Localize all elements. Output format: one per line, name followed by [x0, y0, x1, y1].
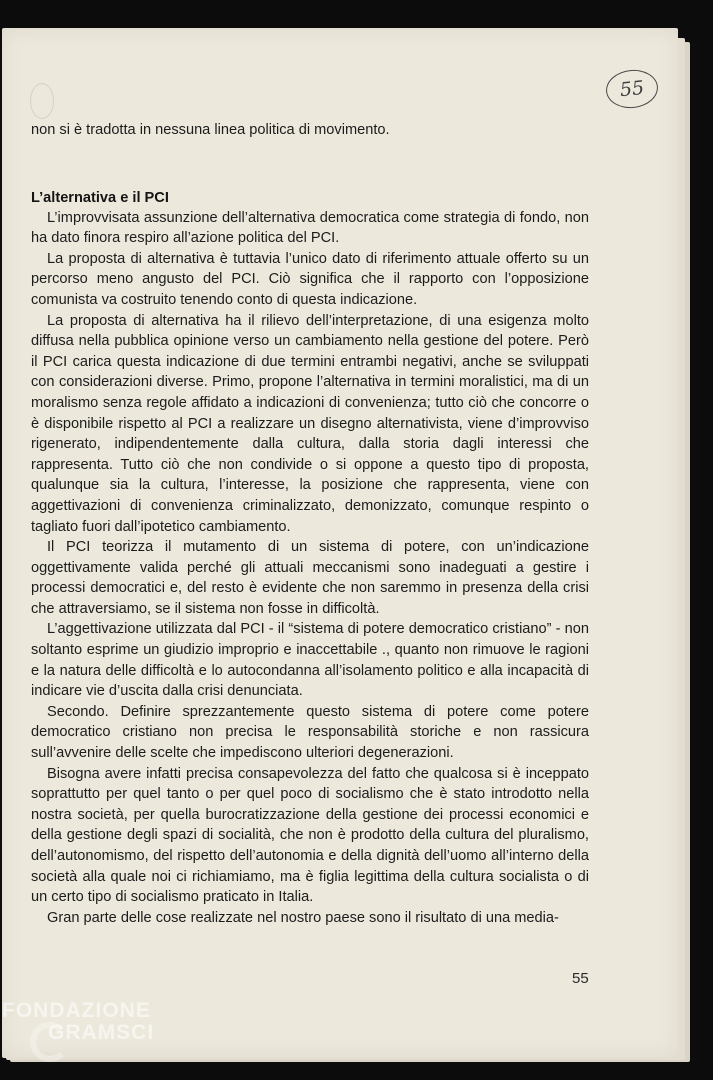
paragraph: L’improvvisata assunzione dell’alternativa democratica come strategia di fondo, non ha dato finora respiro all’azione politica del PCI. [31, 209, 589, 247]
opening-line: non si è tradotta in nessuna linea politica di movimento. [31, 122, 390, 138]
paragraph: La proposta di alternativa ha il rilievo dell’interpretazione, di una esigenza molto diffusa nella pubblica opinione verso un cambiamento nella gestione del potere. Però il PCI carica questa indicazione di due termini entrambi negativi, anche se sviluppati con considerazioni diverse. Primo, propone l’alternativa in termini moralistici, ma di un moralismo senza regole affidato a indicazioni di convenienza; tutto ciò che concorre o è disponibile rispetto al PCI a realizzare un disegno alternativista, viene d’improvviso rigenerato, indipendentemente dalla cultura, dalla storia dagli interessi che rappresenta. Tutto ciò che non condivide o si oppone a questo tipo di proposta, qualunque sia la cultura, l’interesse, la posizione che rappresenta, viene con aggettivazioni di convenienza criminalizzato, demonizzato, comunque respinto o tagliato fuori dall’ipotetico cambiamento. [31, 312, 589, 535]
bleed-through-mark [30, 83, 54, 119]
handwritten-page-number: 55 [604, 67, 660, 110]
page-folio: 55 [572, 970, 589, 987]
watermark-line-1: FONDAZIONE [2, 999, 151, 1022]
section-heading: L’alternativa e il PCI [31, 189, 169, 206]
paragraph: L’aggettivazione utilizzata dal PCI - il “sistema di potere democratico cristiano” - non soltanto esprime un giudizio improprio e inaccettabile ., quanto non rimuove le ragioni e la natura delle difficoltà e lo autocondanna all’isolamento politico e alla incapacità di indicare vie d’uscita dalla crisi denunciata. [31, 621, 589, 700]
watermark-line-2: GRAMSCI [48, 1021, 155, 1044]
paragraph: La proposta di alternativa è tuttavia l’unico dato di riferimento attuale offerto su un percorso meno angusto del PCI. Ciò significa che il rapporto con l’opposizione comunista va costruito tenendo conto di questa indicazione. [31, 250, 589, 308]
paragraph: Il PCI teorizza il mutamento di un sistema di potere, con un’indicazione oggettivamente valida perché gli attuali meccanismi sono inadeguati a gestire i processi democratici e, del resto è evidente che non saremmo in presenza della crisi che attraversiamo, se il sistema non fosse in difficoltà. [31, 539, 589, 617]
paragraph: Gran parte delle cose realizzate nel nostro paese sono il risultato di una media- [47, 909, 559, 926]
body-text [31, 120, 589, 928]
watermark [2, 1000, 154, 1044]
paragraph: Secondo. Definire sprezzantemente questo sistema di potere come potere democratico cristiano non precisa le responsabilità storiche e non rassicura sull’avvenire delle scelte che impediscono ulteriori degenerazioni. [31, 703, 589, 762]
paragraph: Bisogna avere infatti precisa consapevolezza del fatto che qualcosa si è inceppato soprattutto per quel tanto o per quel poco di socialismo che è stato introdotto nella nostra società, per quella burocratizzazione della gestione dei processi economici e della gestione degli spazi di socialità, che non è prodotto della cultura del pluralismo, dell’autonomismo, del rispetto dell’autonomia e della dignità dell’uomo all’interno della società alla quale noi ci richiamiamo, ma è figlia legittima della cultura socialista o di un certo tipo di socialismo praticato in Italia. [31, 765, 589, 906]
